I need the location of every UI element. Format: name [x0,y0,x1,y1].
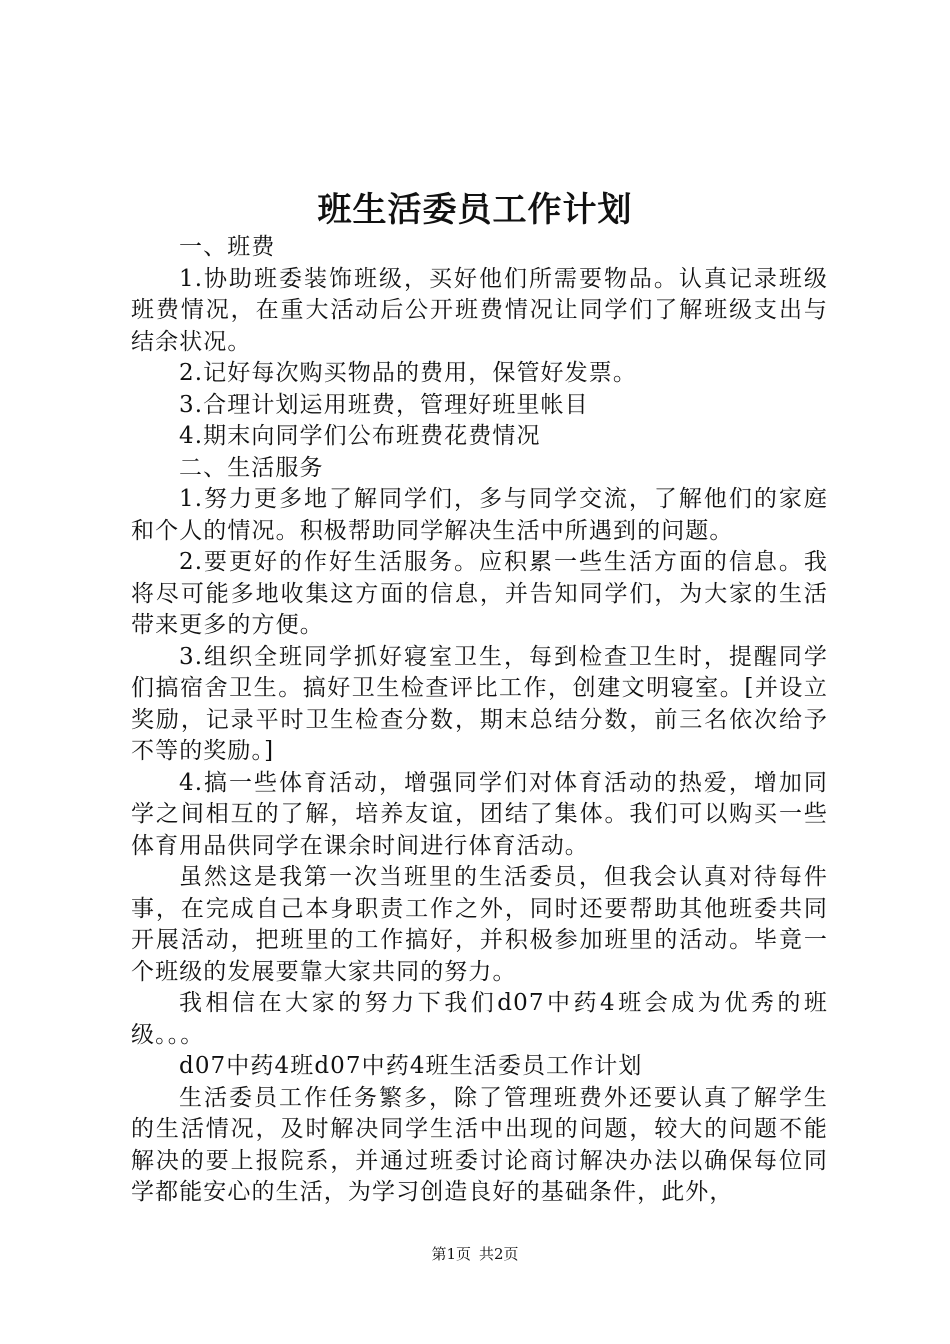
paragraph: 1.努力更多地了解同学们，多与同学交流，了解他们的家庭和个人的情况。积极帮助同学解决生活中所遇到的问题。 [131,486,828,544]
paragraph: 生活委员工作任务繁多，除了管理班费外还要认真了解学生的生活情况，及时解决同学生活中出现的问题，较大的问题不能解决的要上报院系，并通过班委讨论商讨解决办法以确保每位同学都能安心的生活，为学习创造良好的基础条件，此外， [131,1084,828,1205]
paragraph: 我相信在大家的努力下我们d07中药4班会成为优秀的班级。。。 [131,990,828,1048]
paragraph: d07中药4班d07中药4班生活委员工作计划 [179,1053,643,1079]
paragraph: 1.协助班委装饰班级，买好他们所需要物品。认真记录班级班费情况，在重大活动后公开班费情况让同学们了解班级支出与结余状况。 [131,265,828,355]
paragraph: 3.组织全班同学抓好寝室卫生，每到检查卫生时，提醒同学们搞宿舍卫生。搞好卫生检查评比工作，创建文明寝室。[并设立奖励，记录平时卫生检查分数，期末总结分数，前三名依次给予不等的奖励。] [131,643,828,764]
page-number: 第1页 [431,1245,471,1263]
paragraph: 4.搞一些体育活动，增强同学们对体育活动的热爱，增加同学之间相互的了解，培养友谊，团结了集体。我们可以购买一些体育用品供同学在课余时间进行体育活动。 [131,769,828,859]
section-heading: 二、生活服务 [179,454,324,481]
page-footer [0,1243,950,1265]
paragraph: 2.要更好的作好生活服务。应积累一些生活方面的信息。我将尽可能多地收集这方面的信息，并告知同学们，为大家的生活带来更多的方便。 [131,549,828,638]
document-body [131,232,828,1209]
section-heading: 一、班费 [179,234,276,260]
paragraph: 虽然这是我第一次当班里的生活委员，但我会认真对待每件事，在完成自己本身职责工作之外，同时还要帮助其他班委共同开展活动，把班里的工作搞好，并积极参加班里的活动。毕竟一个班级的发展要靠大家共同的努力。 [131,864,828,985]
page-total: 共2页 [479,1245,519,1263]
document-title: 班生活委员工作计划 [317,190,633,230]
paragraph: 3.合理计划运用班费，管理好班里帐目 [179,391,589,418]
paragraph: 2.记好每次购买物品的费用，保管好发票。 [179,360,637,386]
paragraph: 4.期末向同学们公布班费花费情况 [179,423,541,449]
